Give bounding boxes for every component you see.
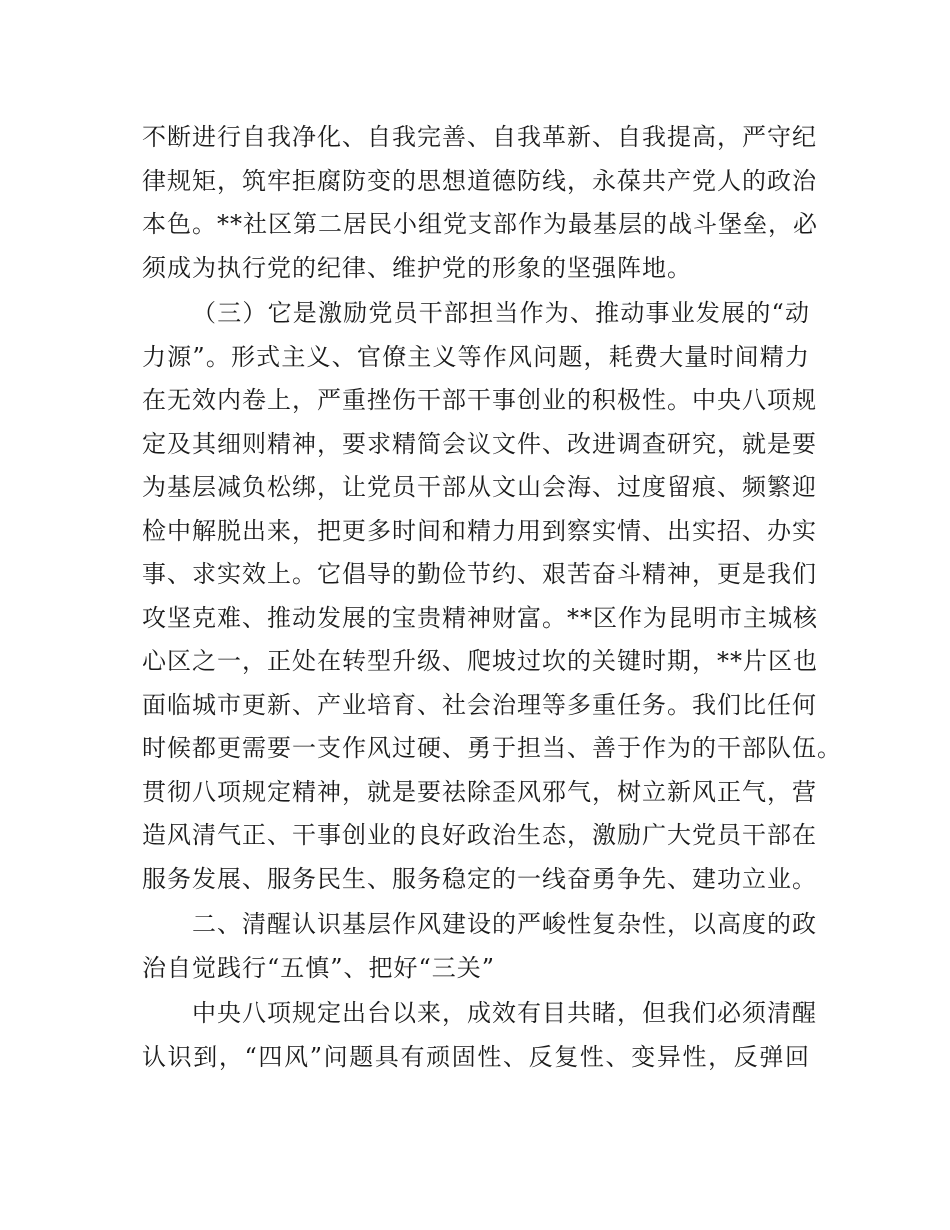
paragraph-four-winds [142,992,817,1079]
text-line: 力源”。形式主义、官僚主义等作风问题，耗费大量时间精力 [142,342,810,371]
text-line: 不断进行自我净化、自我完善、自我革新、自我提高，严守纪 [142,123,817,151]
text-line: 服务发展、服务民生、服务稳定的一线奋勇争先、建功立业。 [142,864,817,893]
text-line: 造风清气正、干事创业的良好政治生态，激励广大党员干部在 [142,821,817,849]
section-heading-two [142,903,817,990]
text-line: 时候都更需要一支作风过硬、勇于担当、善于作为的干部队伍。 [142,734,842,762]
paragraph-party-discipline [142,116,818,290]
heading-line: 治自觉践行“五慎”、把好“三关” [142,953,496,982]
text-line: 检中解脱出来，把更多时间和精力用到察实情、出实招、办实 [142,516,817,545]
text-line: 律规矩，筑牢拒腐防变的思想道德防线，永葆共产党人的政治 [142,166,817,195]
text-line: 贯彻八项规定精神，就是要祛除歪风邪气，树立新风正气，营 [142,777,817,806]
text-line: 为基层减负松绑，让党员干部从文山会海、过度留痕、频繁迎 [142,473,817,501]
document-body [142,116,842,1081]
text-line: 本色。**社区第二居民小组党支部作为最基层的战斗堡垒，必 [142,210,818,238]
text-line: 事、求实效上。它倡导的勤俭节约、艰苦奋斗精神，更是我们 [142,560,817,588]
heading-line: 二、清醒认识基层作风建设的严峻性复杂性，以高度的政 [192,910,817,938]
text-line: 心区之一，正处在转型升级、爬坡过坎的关键时期，**片区也 [142,647,818,675]
text-line: （三）它是激励党员干部担当作为、推动事业发展的“动 [192,299,810,327]
text-line: 在无效内卷上，严重挫伤干部干事创业的积极性。中央八项规 [142,386,817,414]
text-line: 中央八项规定出台以来，成效有目共睹，但我们必须清醒 [192,999,817,1027]
text-line: 面临城市更新、产业培育、社会治理等多重任务。我们比任何 [142,690,817,719]
text-line: 须成为执行党的纪律、维护党的形象的坚强阵地。 [142,253,692,282]
text-line: 攻坚克难、推动发展的宝贵精神财富。**区作为昆明市主城核 [142,603,818,632]
text-line: 定及其细则精神，要求精简会议文件、改进调查研究，就是要 [142,429,817,458]
text-line: 认识到，“四风”问题具有顽固性、反复性、变异性，反弹回 [142,1042,810,1071]
paragraph-section-three [142,292,842,901]
